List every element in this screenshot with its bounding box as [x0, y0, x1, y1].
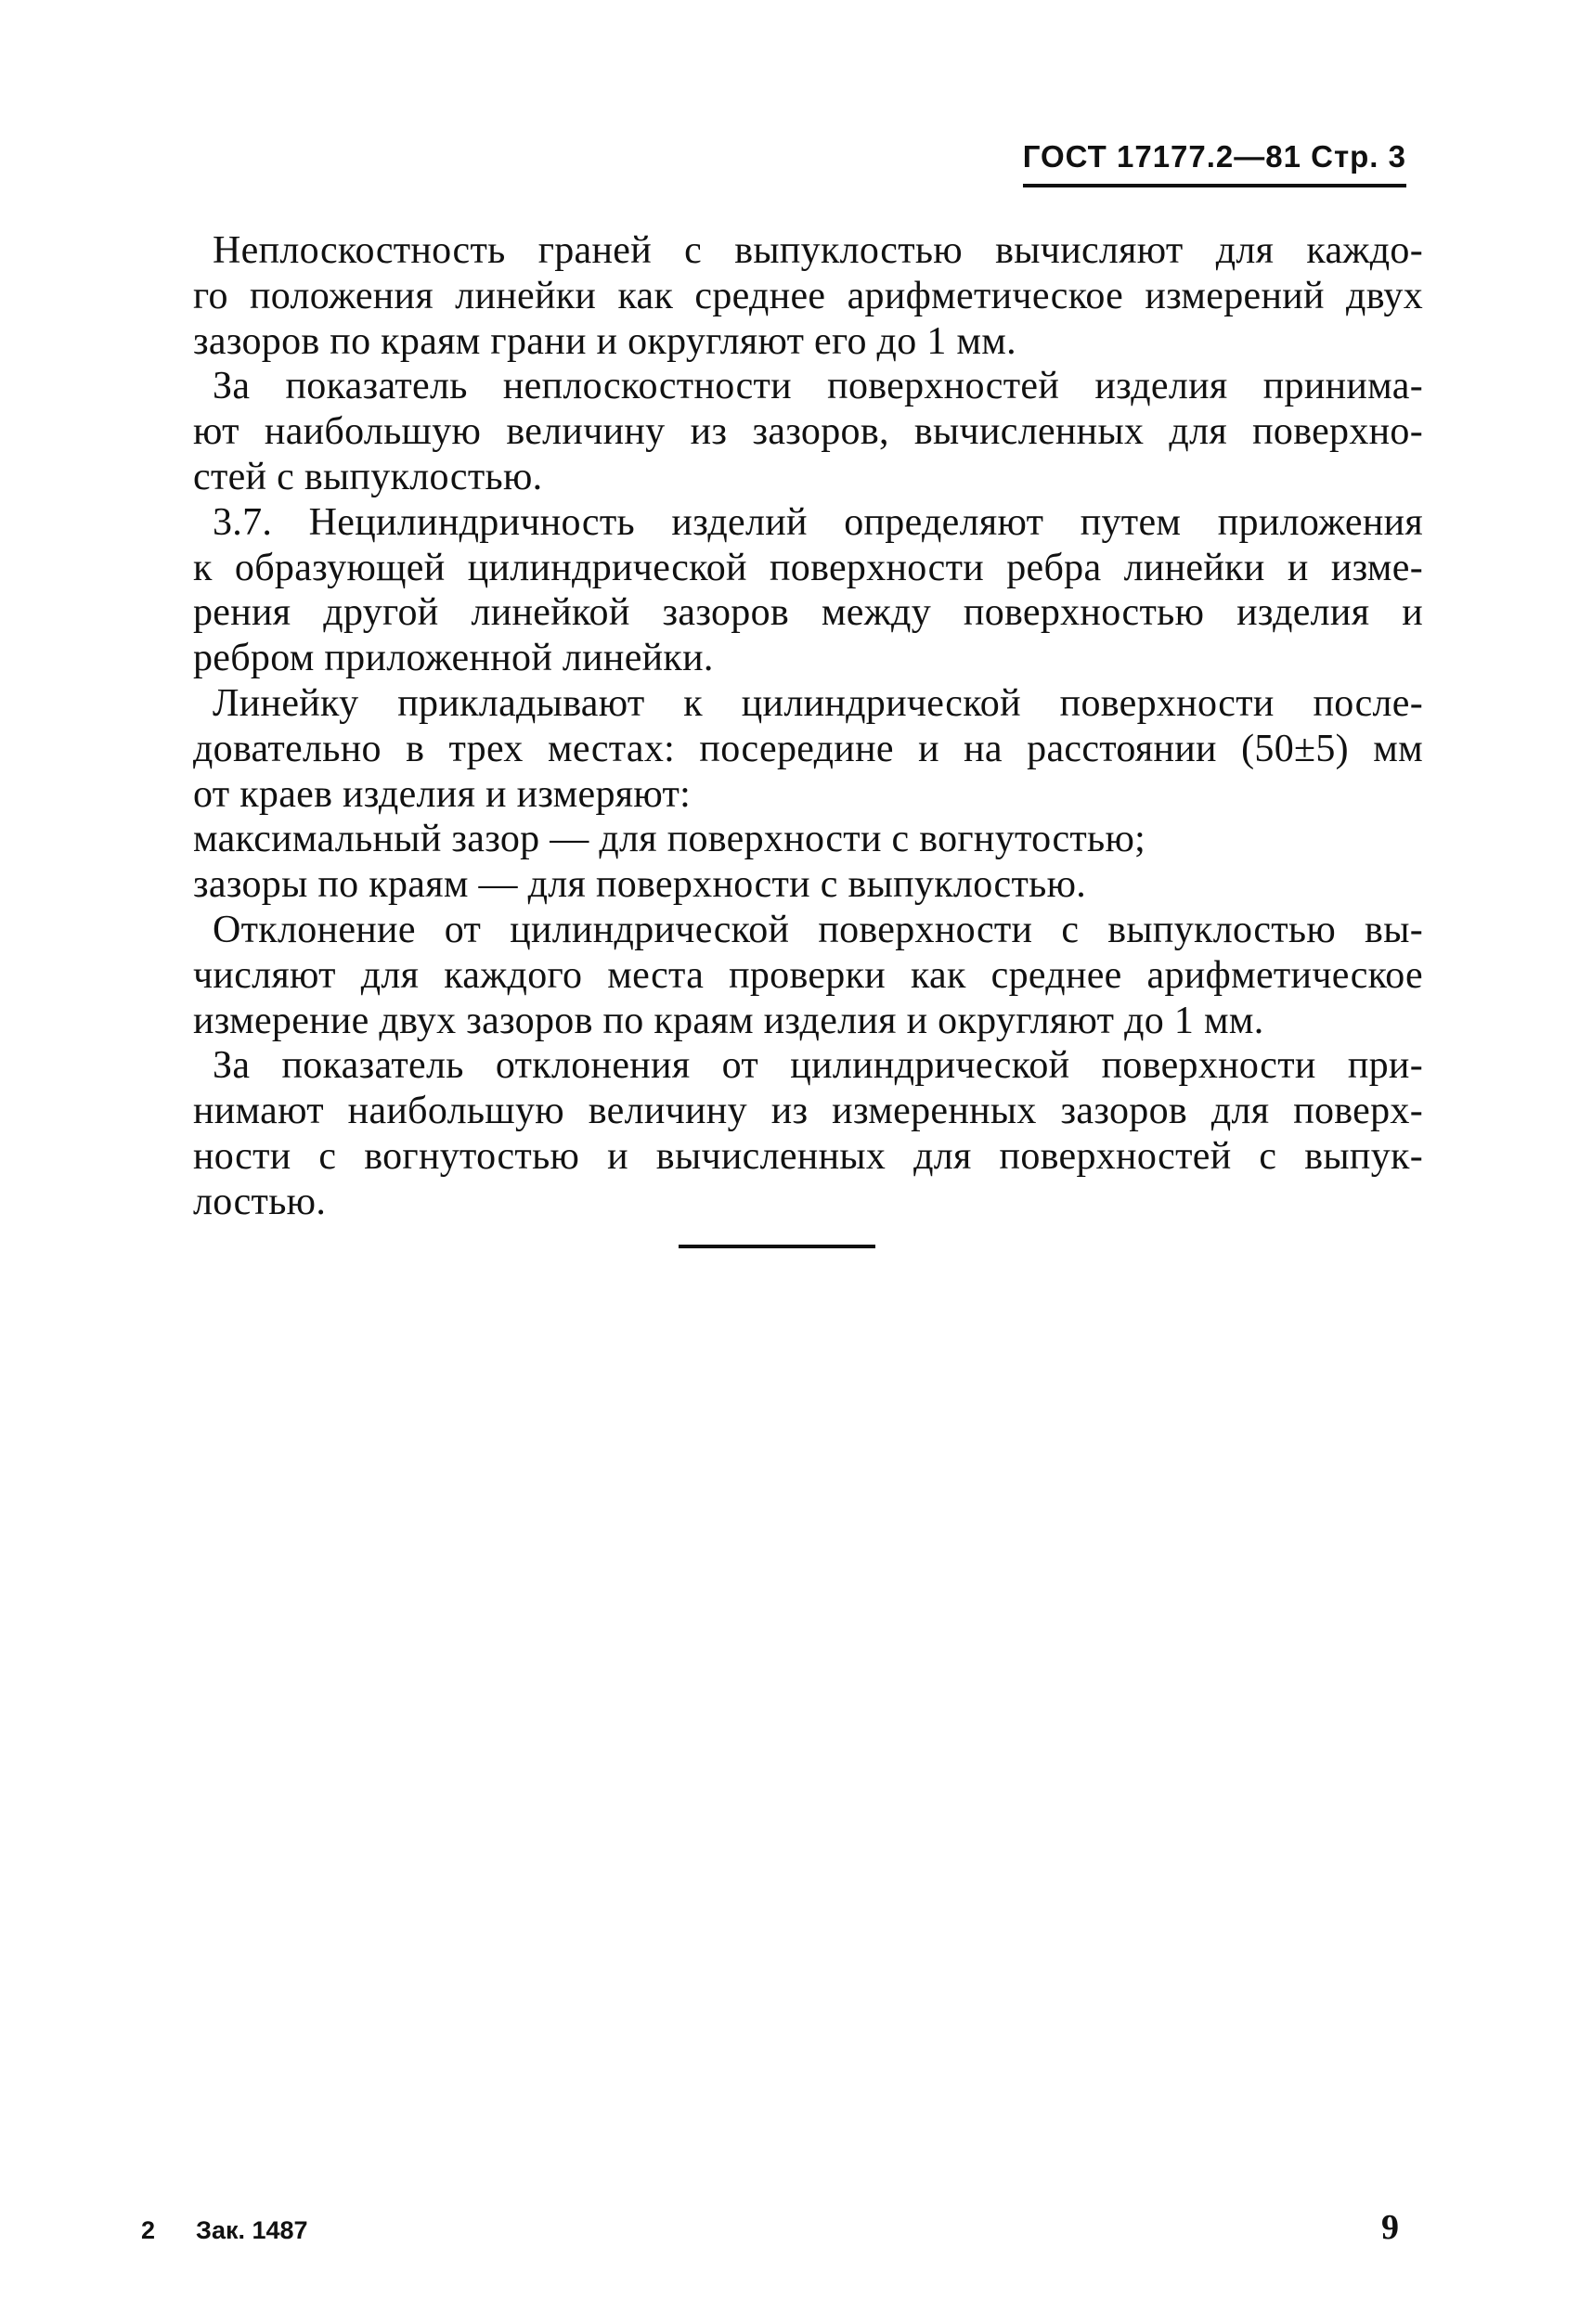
paragraph-7 — [193, 908, 1423, 1043]
text-line: Отклонение от цилиндрической поверхности с выпуклостью вы- — [213, 908, 1423, 951]
text-line: ют наибольшую величину из зазоров, вычисленных для поверхно- — [193, 410, 1423, 454]
text-line: го положения линейки как среднее арифметическое измерений двух — [193, 274, 1423, 317]
paragraph-1 — [193, 228, 1423, 364]
order-number: Зак. 1487 — [196, 2216, 308, 2244]
text-line: лостью. — [193, 1180, 327, 1223]
running-header: ГОСТ 17177.2—81 Стр. 3 — [1023, 139, 1406, 187]
text-line: За показатель отклонения от цилиндрической поверхности при- — [213, 1044, 1423, 1088]
text-line: зазоры по краям — для поверхности с выпуклостью. — [193, 863, 1087, 907]
section-divider — [679, 1245, 875, 1248]
print-order-info — [141, 2216, 308, 2245]
paragraph-2 — [193, 364, 1423, 499]
text-line: рения другой линейкой зазоров между поверхностью изделия и — [193, 591, 1423, 635]
page-number: 9 — [1381, 2208, 1399, 2247]
text-line: стей с выпуклостью. — [193, 455, 543, 498]
document-body — [193, 228, 1423, 1225]
text-line: ности с вогнутостью и вычисленных для поверхностей с выпук- — [193, 1134, 1423, 1178]
paragraph-3-7 — [193, 500, 1423, 681]
text-line: измерение двух зазоров по краям изделия и округляют до 1 мм. — [193, 999, 1264, 1042]
paragraph-8 — [193, 1043, 1423, 1224]
text-line: нимают наибольшую величину из измеренных зазоров для поверх- — [193, 1090, 1423, 1133]
text-line: от краев изделия и измеряют: — [193, 772, 692, 816]
text-line: числяют для каждого места проверки как среднее арифметическое — [193, 953, 1423, 997]
text-line: Неплоскостность граней с выпуклостью вычисляют для каждо- — [213, 229, 1423, 272]
sheet-number: 2 — [141, 2216, 156, 2244]
text-line: зазоров по краям грани и округляют его до 1 мм. — [193, 319, 1016, 363]
text-line: к образующей цилиндрической поверхности ребра линейки и изме- — [193, 546, 1423, 589]
text-line: За показатель неплоскостности поверхностей изделия принима- — [213, 365, 1423, 408]
text-line: Линейку прикладывают к цилиндрической поверхности после- — [213, 681, 1423, 725]
text-line: довательно в трех местах: посередине и на расстоянии (50±5) мм — [193, 727, 1423, 770]
paragraph-6 — [193, 862, 1423, 908]
text-line: 3.7. Нецилиндричность изделий определяют путем приложения — [213, 500, 1423, 544]
paragraph-5 — [193, 817, 1423, 862]
text-line: максимальный зазор — для поверхности с вогнутостью; — [193, 818, 1146, 861]
text-line: ребром приложенной линейки. — [193, 637, 714, 680]
paragraph-4 — [193, 681, 1423, 817]
